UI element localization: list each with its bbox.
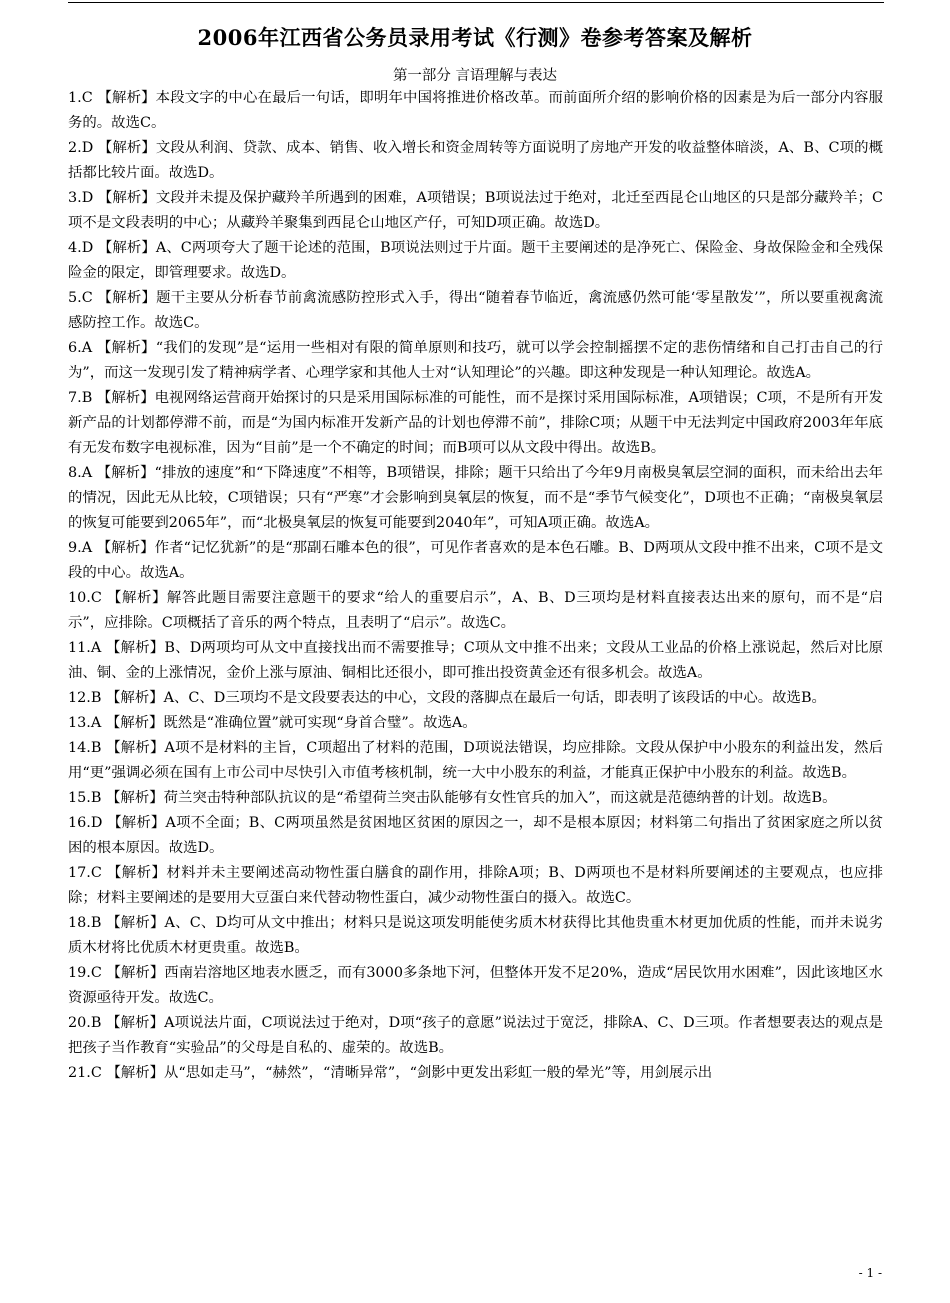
section-heading: 第一部分 言语理解与表达 (392, 68, 558, 84)
page-number: - 1 - (858, 1266, 882, 1280)
answer-entry-12: 12.B 【解析】A、C、D三项均不是文段要表达的中心，文段的落脚点在最后一句话，即表明了该段话的中心。故选B。 (68, 690, 826, 706)
answer-entry-1: 1.C 【解析】本段文字的中心在最后一句话，即明年中国将推进价格改革。而前面所介绍的影响价格的因素是为后一部分内容服务的。故选C。 (68, 90, 883, 131)
answer-entry-8: 8.A 【解析】“排放的速度”和“下降速度”不相等，B项错误，排除；题干只给出了今年9月南极臭氧层空洞的面积，而未给出去年的情况，因此无从比较，C项错误；只有“严寒”才会影响到臭氧层的恢复，而不是“季节气候变化”，D项也不正确；“南极臭氧层的恢复可能要到2065年”，而“北极臭氧层的恢复可能要到2040年”，可知A项正确。故选A。 (68, 465, 883, 531)
answer-entry-14: 14.B 【解析】A项不是材料的主旨，C项超出了材料的范围，D项说法错误，均应排除。文段从保护中小股东的利益出发，然后用“更”强调必须在国有上市公司中尽快引入市值考核机制，统一大中小股东的利益，才能真正保护中小股东的利益。故选B。 (68, 740, 883, 781)
answer-entry-6: 6.A 【解析】“我们的发现”是“运用一些相对有限的简单原则和技巧，就可以学会控制摇摆不定的悲伤情绪和自己打击自己的行为”，而这一发现引发了精神病学者、心理学家和其他人士对“认知理论”的兴趣。即这种发现是一种认知理论。故选A。 (68, 340, 883, 381)
answer-entry-2: 2.D 【解析】文段从利润、贷款、成本、销售、收入增长和资金周转等方面说明了房地产开发的收益整体暗淡，A、B、C项的概括都比较片面。故选D。 (68, 140, 883, 181)
header-rule (68, 2, 884, 3)
answer-entry-13: 13.A 【解析】既然是“准确位置”就可实现“身首合璧”。故选A。 (68, 715, 477, 731)
answer-entry-19: 19.C 【解析】西南岩溶地区地表水匮乏，而有3000多条地下河，但整体开发不足20%，造成“居民饮用水困难”，因此该地区水资源亟待开发。故选C。 (68, 965, 883, 1006)
answer-entry-10: 10.C 【解析】解答此题目需要注意题干的要求“给人的重要启示”，A、B、D三项均是材料直接表达出来的原句，而不是“启示”，应排除。C项概括了音乐的两个特点，且表明了“启示”。故选C。 (68, 590, 883, 631)
answer-entry-18: 18.B 【解析】A、C、D均可从文中推出；材料只是说这项发明能使劣质木材获得比其他贵重木材更加优质的性能，而并未说劣质木材将比优质木材更贵重。故选B。 (68, 915, 883, 956)
answer-entry-21: 21.C 【解析】从“思如走马”，“赫然”，“清晰异常”，“剑影中更发出彩虹一般的晕光”等，用剑展示出 (68, 1065, 713, 1081)
answer-entry-17: 17.C 【解析】材料并未主要阐述高动物性蛋白膳食的副作用，排除A项；B、D两项也不是材料所要阐述的主要观点，也应排除；材料主要阐述的是要用大豆蛋白来代替动物性蛋白，减少动物性蛋白的摄入。故选C。 (68, 865, 883, 906)
answer-entry-15: 15.B 【解析】荷兰突击特种部队抗议的是“希望荷兰突击队能够有女性官兵的加入”，而这就是范德纳普的计划。故选B。 (68, 790, 837, 806)
answer-entry-20: 20.B 【解析】A项说法片面，C项说法过于绝对，D项“孩子的意愿”说法过于宽泛，排除A、C、D三项。作者想要表达的观点是把孩子当作教育“实验品”的父母是自私的、虚荣的。故选B。 (68, 1015, 883, 1056)
document-title: 2006年江西省公务员录用考试《行测》卷参考答案及解析 (197, 25, 753, 50)
answer-entry-9: 9.A 【解析】作者“记忆犹新”的是“那副石雕本色的很”，可见作者喜欢的是本色石雕。B、D两项从文段中推不出来，C项不是文段的中心。故选A。 (68, 540, 883, 581)
answer-entry-3: 3.D 【解析】文段并未提及保护藏羚羊所遇到的困难，A项错误；B项说法过于绝对，北迁至西昆仑山地区的只是部分藏羚羊；C项不是文段表明的中心；从藏羚羊聚集到西昆仑山地区产仔，可知D项正确。故选D。 (68, 190, 883, 231)
answer-list (68, 86, 883, 1086)
answer-entry-11: 11.A 【解析】B、D两项均可从文中直接找出而不需要推导；C项从文中推不出来；文段从工业品的价格上涨说起，然后对比原油、铜、金的上涨情况，金价上涨与原油、铜相比还很小，即可推出投资黄金还有很多机会。故选A。 (68, 640, 883, 681)
answer-entry-5: 5.C 【解析】题干主要从分析春节前禽流感防控形式入手，得出“随着春节临近，禽流感仍然可能‘零星散发’”，所以要重视禽流感防控工作。故选C。 (68, 290, 883, 331)
answer-entry-16: 16.D 【解析】A项不全面；B、C两项虽然是贫困地区贫困的原因之一，却不是根本原因；材料第二句指出了贫困家庭之所以贫困的根本原因。故选D。 (68, 815, 883, 856)
answer-entry-4: 4.D 【解析】A、C两项夸大了题干论述的范围，B项说法则过于片面。题干主要阐述的是净死亡、保险金、身故保险金和全残保险金的限定，即管理要求。故选D。 (68, 240, 883, 281)
answer-entry-7: 7.B 【解析】电视网络运营商开始探讨的只是采用国际标准的可能性，而不是探讨采用国际标准，A项错误；C项，不是所有开发新产品的计划都停滞不前，而是“为国内标准开发新产品的计划也停滞不前”，排除C项；从题干中无法判定中国政府2003年年底有无发布数字电视标准，因为“目前”是一个不确定的时间；而B项可以从文段中得出。故选B。 (68, 390, 883, 456)
